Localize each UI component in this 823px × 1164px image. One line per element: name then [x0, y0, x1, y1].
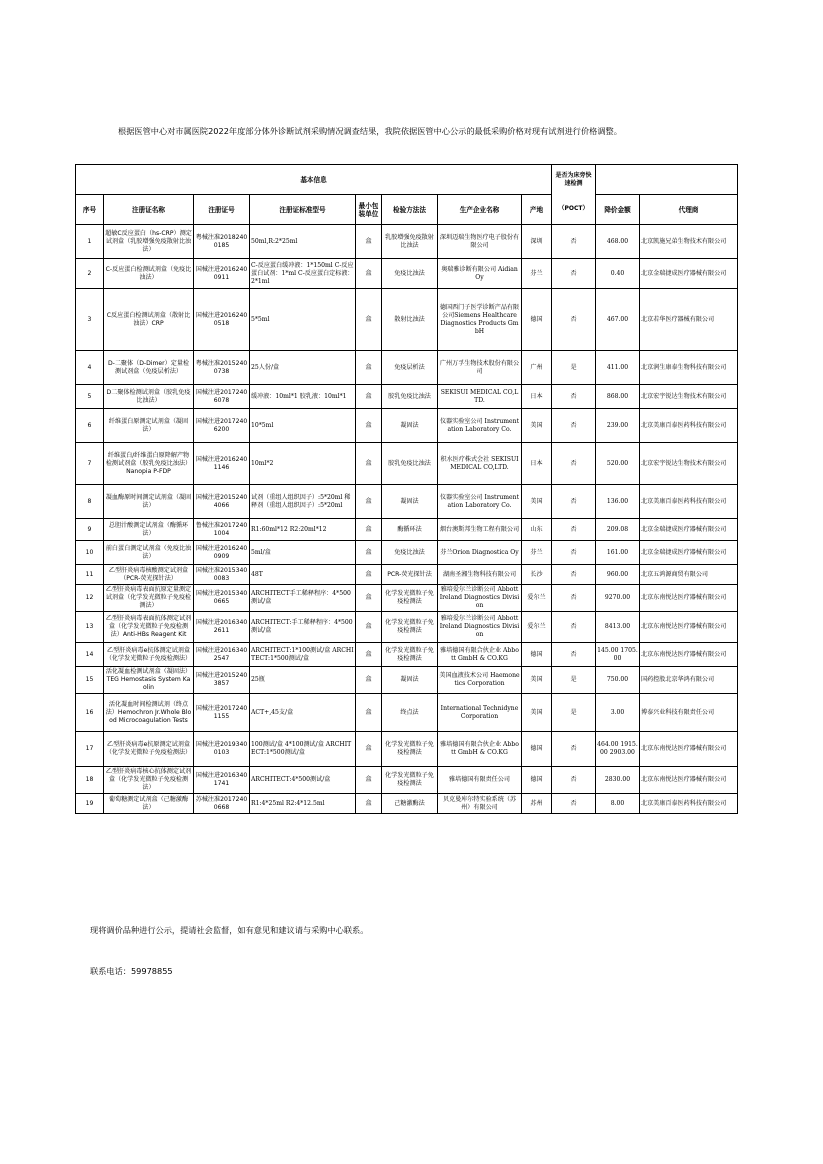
registration-name: 乙型肝炎病毒核心抗体测定试剂盒（化学发光微粒子免疫检测法） — [104, 767, 194, 794]
registration-number: 国械注进20162400911 — [194, 259, 250, 289]
poct-flag: 否 — [552, 289, 596, 351]
poct-flag: 是 — [552, 667, 596, 694]
row-number: 15 — [76, 667, 104, 694]
test-method: 化学发光微粒子免疫检测法 — [382, 767, 438, 794]
registration-number: 国械注进20193400103 — [194, 732, 250, 767]
origin: 德国 — [522, 289, 552, 351]
table-row — [76, 565, 738, 585]
poct-flag: 否 — [552, 565, 596, 585]
test-method: 化学发光微粒子免疫检测法 — [382, 612, 438, 643]
reduced-price: 960.00 — [596, 565, 640, 585]
reduced-price: 411.00 — [596, 351, 640, 385]
package-unit: 盒 — [356, 541, 382, 565]
test-method: 凝固法 — [382, 409, 438, 443]
poct-flag: 否 — [552, 767, 596, 794]
table-row — [76, 225, 738, 259]
row-number: 7 — [76, 443, 104, 485]
poct-flag: 否 — [552, 485, 596, 519]
row-number: 1 — [76, 225, 104, 259]
row-number: 10 — [76, 541, 104, 565]
registration-number: 国械注进20172401155 — [194, 694, 250, 732]
reduced-price: 8.00 — [596, 794, 640, 814]
registration-number: 苏械注准20172400668 — [194, 794, 250, 814]
agent: 北京宏宇锐达生物技术有限公司 — [640, 443, 738, 485]
manufacturer: 仪器实验室公司 Instrumentation Laboratory Co. — [438, 485, 522, 519]
registration-number: 国械注进20162400909 — [194, 541, 250, 565]
origin: 德国 — [522, 767, 552, 794]
registration-number: 国械注进20163401741 — [194, 767, 250, 794]
row-number: 5 — [76, 385, 104, 409]
registration-number: 国械注进20152404066 — [194, 485, 250, 519]
reduced-price: 145.00 1705.00 — [596, 643, 640, 667]
table-row — [76, 732, 738, 767]
agent: 北京润生康泰生物科技有限公司 — [640, 351, 738, 385]
table-row — [76, 259, 738, 289]
footer-contact: 联系电话：59978855 — [90, 966, 173, 976]
table-row — [76, 694, 738, 732]
footer-notice: 现将调价品种进行公示，提请社会监督，如有意见和建议请与采购中心联系。 — [90, 925, 369, 935]
poct-flag: 否 — [552, 259, 596, 289]
registration-number: 国械注进20172406200 — [194, 409, 250, 443]
poct-flag: 否 — [552, 732, 596, 767]
row-number: 3 — [76, 289, 104, 351]
test-method: 终点法 — [382, 694, 438, 732]
standard-model: 试剂（重组人组织因子）:5*20ml 稀释剂（重组人组织因子）:5*20ml — [250, 485, 356, 519]
row-number: 11 — [76, 565, 104, 585]
test-method: PCR-荧光探针法 — [382, 565, 438, 585]
table-row — [76, 409, 738, 443]
test-method: 凝固法 — [382, 667, 438, 694]
manufacturer: International Technidyne Corporation — [438, 694, 522, 732]
row-number: 13 — [76, 612, 104, 643]
test-method: 化学发光微粒子免疫检测法 — [382, 732, 438, 767]
manufacturer: 烟台澳斯邦生物工程有限公司 — [438, 519, 522, 541]
registration-number: 国械注进20162401146 — [194, 443, 250, 485]
table-row — [76, 519, 738, 541]
origin: 爱尔兰 — [522, 585, 552, 612]
registration-name: C反应蛋白检测试剂盒（散射比浊法）CRP — [104, 289, 194, 351]
manufacturer: 奥瑞雅诊断有限公司 Aidian Oy — [438, 259, 522, 289]
standard-model: 25瓶 — [250, 667, 356, 694]
agent: 博泰兴业科技有限责任公司 — [640, 694, 738, 732]
manufacturer: 雅培德国有限责任公司 — [438, 767, 522, 794]
agent: 北京东南悦达医疗器械有限公司 — [640, 585, 738, 612]
table-row — [76, 794, 738, 814]
header-method: 检验方法法 — [382, 195, 438, 225]
header-maker: 生产企业名称 — [438, 195, 522, 225]
package-unit: 盒 — [356, 351, 382, 385]
row-number: 8 — [76, 485, 104, 519]
agent: 北京宏宇锐达生物技术有限公司 — [640, 385, 738, 409]
standard-model: ARCHITECT:1*100测试/盒 ARCHITECT:1*500测试/盒 — [250, 643, 356, 667]
test-method: 化学发光微粒子免疫检测法 — [382, 643, 438, 667]
manufacturer: 积水医疗株式会社 SEKISUI MEDICAL CO,LTD. — [438, 443, 522, 485]
reduced-price: 468.00 — [596, 225, 640, 259]
origin: 长沙 — [522, 565, 552, 585]
registration-number: 粤械注准20152400738 — [194, 351, 250, 385]
origin: 山东 — [522, 519, 552, 541]
poct-flag: 否 — [552, 225, 596, 259]
registration-name: D二聚体检测试剂盒（胶乳免疫比浊法） — [104, 385, 194, 409]
standard-model: ARCHITECT:4*500测试/盒 — [250, 767, 356, 794]
table-row — [76, 667, 738, 694]
reduced-price: 868.00 — [596, 385, 640, 409]
row-number: 18 — [76, 767, 104, 794]
test-method: 酶循环法 — [382, 519, 438, 541]
agent: 北京金瑞捷成医疗器械有限公司 — [640, 519, 738, 541]
header-unit: 最小包装单位 — [356, 195, 382, 225]
registration-name: 乙型肝炎病毒e抗原测定试剂盒（化学发光微粒子免疫检测法） — [104, 732, 194, 767]
registration-name: 乙型肝炎病毒表面抗体测定试剂盒（化学发光微粒子免疫检测法）Anti-HBs Reagent Kit — [104, 612, 194, 643]
manufacturer: 雅培德国有限合伙企业 Abbott GmbH & CO.KG — [438, 732, 522, 767]
row-number: 4 — [76, 351, 104, 385]
registration-name: 葡萄糖测定试剂盒（己糖激酶法） — [104, 794, 194, 814]
reduced-price: 467.00 — [596, 289, 640, 351]
standard-model: 10ml*2 — [250, 443, 356, 485]
package-unit: 盒 — [356, 225, 382, 259]
registration-name: 总胆汁酸测定试剂盒（酶循环法） — [104, 519, 194, 541]
manufacturer: 湖南圣湘生物科技有限公司 — [438, 565, 522, 585]
standard-model: ACT+,45支/盒 — [250, 694, 356, 732]
reduced-price: 2830.00 — [596, 767, 640, 794]
agent: 北京若华医疗器械有限公司 — [640, 289, 738, 351]
test-method: 免疫比浊法 — [382, 259, 438, 289]
package-unit: 盒 — [356, 767, 382, 794]
registration-number: 国械注进20172406078 — [194, 385, 250, 409]
origin: 苏州 — [522, 794, 552, 814]
registration-name: 纤维蛋白原测定试剂盒（凝固法） — [104, 409, 194, 443]
test-method: 己糖激酶法 — [382, 794, 438, 814]
registration-number: 鲁械注准20172401004 — [194, 519, 250, 541]
header-name: 注册证名称 — [104, 195, 194, 225]
agent: 北京五鸿源商贸有限公司 — [640, 565, 738, 585]
registration-number: 粤械注准20182400185 — [194, 225, 250, 259]
manufacturer: 美国血液技术公司 Haemonetics Corporation — [438, 667, 522, 694]
header-spacer: 是否为床旁快速检测 — [552, 165, 596, 195]
standard-model: 5*5ml — [250, 289, 356, 351]
package-unit: 盒 — [356, 385, 382, 409]
reduced-price: 161.00 — [596, 541, 640, 565]
table-row — [76, 351, 738, 385]
package-unit: 盒 — [356, 259, 382, 289]
standard-model: 100测试/盒 4*100测试/盒 ARCHITECT:1*500测试/盒 — [250, 732, 356, 767]
agent: 北京东南悦达医疗器械有限公司 — [640, 643, 738, 667]
origin: 美国 — [522, 667, 552, 694]
table-row — [76, 541, 738, 565]
poct-flag: 是 — [552, 694, 596, 732]
standard-model: ARCHITECT:手工稀释程序：4*500测试/盒 — [250, 612, 356, 643]
origin: 芬兰 — [522, 259, 552, 289]
registration-name: 超敏C反应蛋白（hs-CRP）测定试剂盒（乳胶增强免疫散射比浊法） — [104, 225, 194, 259]
test-method: 凝固法 — [382, 485, 438, 519]
table-row — [76, 767, 738, 794]
registration-name: 乙型肝炎病毒e抗体测定试剂盒（化学发光微粒子免疫检测法） — [104, 643, 194, 667]
reduced-price: 8413.00 — [596, 612, 640, 643]
poct-flag: 是 — [552, 351, 596, 385]
package-unit: 盒 — [356, 643, 382, 667]
row-number: 9 — [76, 519, 104, 541]
package-unit: 盒 — [356, 443, 382, 485]
standard-model: ARCHITECT手工稀释程序：4*500测试/盒 — [250, 585, 356, 612]
row-number: 16 — [76, 694, 104, 732]
package-unit: 盒 — [356, 289, 382, 351]
origin: 爱尔兰 — [522, 612, 552, 643]
reduced-price: 520.00 — [596, 443, 640, 485]
test-method: 免疫比浊法 — [382, 541, 438, 565]
reduced-price: 3.00 — [596, 694, 640, 732]
poct-flag: 否 — [552, 585, 596, 612]
standard-model: C-反应蛋白缓冲液：1*150ml C-反应蛋白试剂：1*ml C-反应蛋白定标液：2*1ml — [250, 259, 356, 289]
agent: 北京凯施兄弟生物技术有限公司 — [640, 225, 738, 259]
package-unit: 盒 — [356, 519, 382, 541]
origin: 美国 — [522, 485, 552, 519]
header-no: 序号 — [76, 195, 104, 225]
package-unit: 盒 — [356, 585, 382, 612]
origin: 德国 — [522, 643, 552, 667]
header-spacer — [596, 165, 738, 195]
row-number: 17 — [76, 732, 104, 767]
package-unit: 盒 — [356, 732, 382, 767]
package-unit: 盒 — [356, 694, 382, 732]
test-method: 乳胶增强免疫散射比浊法 — [382, 225, 438, 259]
agent: 北京美康百泰医药科技有限公司 — [640, 794, 738, 814]
package-unit: 盒 — [356, 485, 382, 519]
table-row — [76, 585, 738, 612]
row-number: 6 — [76, 409, 104, 443]
registration-name: 活化凝血检测试剂盒（凝固法）TEG Hemostasis System Kaolin — [104, 667, 194, 694]
manufacturer: 芬兰Orion Diagnostica Oy — [438, 541, 522, 565]
row-number: 2 — [76, 259, 104, 289]
intro-paragraph: 根据医管中心对市属医院2022年度部分体外诊断试剂采购情况调查结果，我院依据医管中心公示的最低采购价格对现有试剂进行价格调整。 — [118, 126, 622, 136]
agent: 北京东南悦达医疗器械有限公司 — [640, 612, 738, 643]
row-number: 12 — [76, 585, 104, 612]
package-unit: 盒 — [356, 612, 382, 643]
price-adjustment-table — [75, 164, 738, 814]
agent: 北京东南悦达医疗器械有限公司 — [640, 732, 738, 767]
poct-flag: 否 — [552, 541, 596, 565]
header-price: 降价金额 — [596, 195, 640, 225]
registration-number: 国械注进20163402547 — [194, 643, 250, 667]
reduced-price: 9270.00 — [596, 585, 640, 612]
standard-model: 5ml/盒 — [250, 541, 356, 565]
poct-flag: 否 — [552, 643, 596, 667]
poct-flag: 否 — [552, 519, 596, 541]
manufacturer: 深圳迈瑞生物医疗电子股份有限公司 — [438, 225, 522, 259]
registration-name: D-二聚体（D-Dimer）定量检测试剂盒（免疫层析法） — [104, 351, 194, 385]
origin: 美国 — [522, 409, 552, 443]
row-number: 19 — [76, 794, 104, 814]
poct-flag: 否 — [552, 443, 596, 485]
test-method: 胶乳免疫比浊法 — [382, 385, 438, 409]
test-method: 散射比浊法 — [382, 289, 438, 351]
registration-name: 前白蛋白测定试剂盒（免疫比浊法） — [104, 541, 194, 565]
standard-model: 缓冲液：10ml*1 胶乳液：10ml*1 — [250, 385, 356, 409]
table-row — [76, 643, 738, 667]
reduced-price: 750.00 — [596, 667, 640, 694]
registration-name: 纤维蛋白/纤维蛋白原降解产物检测试剂盒（胶乳免疫比浊法）Nanopia P-FDP — [104, 443, 194, 485]
standard-model: R1:4*25ml R2:4*12.5ml — [250, 794, 356, 814]
registration-number: 国械注准20153400083 — [194, 565, 250, 585]
registration-number: 国械注进20162400518 — [194, 289, 250, 351]
column-header-row — [76, 195, 738, 225]
registration-number: 国械注进20163402611 — [194, 612, 250, 643]
package-unit: 盒 — [356, 409, 382, 443]
agent: 北京美康百泰医药科技有限公司 — [640, 485, 738, 519]
table-body — [76, 225, 738, 814]
origin: 日本 — [522, 385, 552, 409]
package-unit: 盒 — [356, 667, 382, 694]
agent: 国药控股北京华鸿有限公司 — [640, 667, 738, 694]
poct-flag: 否 — [552, 794, 596, 814]
test-method: 化学发光微粒子免疫检测法 — [382, 585, 438, 612]
table-row — [76, 385, 738, 409]
origin: 德国 — [522, 732, 552, 767]
manufacturer: 德国西门子医学诊断产品有限公司Siemens Healthcare Diagnostics Products GmbH — [438, 289, 522, 351]
registration-name: C-反应蛋白检测试剂盒（免疫比浊法） — [104, 259, 194, 289]
standard-model: 25人份/盒 — [250, 351, 356, 385]
table-row — [76, 443, 738, 485]
poct-flag: 否 — [552, 385, 596, 409]
agent: 北京美康百泰医药科技有限公司 — [640, 409, 738, 443]
registration-number: 国械注进20153400665 — [194, 585, 250, 612]
test-method: 免疫层析法 — [382, 351, 438, 385]
manufacturer: 雅培德国有限合伙企业 Abbott GmbH & CO.KG — [438, 643, 522, 667]
registration-name: 乙型肝炎病毒核酸测定试剂盒（PCR-荧光探针法） — [104, 565, 194, 585]
manufacturer: 贝克曼库尔特实验系统（苏州）有限公司 — [438, 794, 522, 814]
reduced-price: 209.08 — [596, 519, 640, 541]
table-row — [76, 289, 738, 351]
header-reg: 注册证号 — [194, 195, 250, 225]
manufacturer: SEKISUI MEDICAL CO,LTD. — [438, 385, 522, 409]
registration-number: 国械注进20152403857 — [194, 667, 250, 694]
registration-name: 凝血酶原时间测定试剂盒（凝固法） — [104, 485, 194, 519]
origin: 芬兰 — [522, 541, 552, 565]
poct-flag: 否 — [552, 409, 596, 443]
standard-model: 50ml,R:2*25ml — [250, 225, 356, 259]
manufacturer: 雅培爱尔兰诊断公司 Abbott Ireland Diagnostics Division — [438, 585, 522, 612]
table-row — [76, 485, 738, 519]
poct-flag: 否 — [552, 612, 596, 643]
registration-name: 乙型肝炎病毒表面抗原定量测定试剂盒（化学发光微粒子免疫检测法） — [104, 585, 194, 612]
test-method: 胶乳免疫比浊法 — [382, 443, 438, 485]
reduced-price: 239.00 — [596, 409, 640, 443]
header-poct: （POCT） — [552, 195, 596, 225]
group-header: 基本信息 — [76, 165, 552, 195]
agent: 北京金瑞捷成医疗器械有限公司 — [640, 541, 738, 565]
header-agent: 代理商 — [640, 195, 738, 225]
origin: 深圳 — [522, 225, 552, 259]
manufacturer: 仪器实验室公司 Instrumentation Laboratory Co. — [438, 409, 522, 443]
manufacturer: 广州万孚生物技术股份有限公司 — [438, 351, 522, 385]
package-unit: 盒 — [356, 794, 382, 814]
origin: 广州 — [522, 351, 552, 385]
header-model: 注册证标准型号 — [250, 195, 356, 225]
agent: 北京金瑞捷成医疗器械有限公司 — [640, 259, 738, 289]
reduced-price: 0.40 — [596, 259, 640, 289]
manufacturer: 雅培爱尔兰诊断公司 Abbott Ireland Diagnostics Division — [438, 612, 522, 643]
origin: 美国 — [522, 694, 552, 732]
standard-model: 10*5ml — [250, 409, 356, 443]
reduced-price: 136.00 — [596, 485, 640, 519]
standard-model: 48T — [250, 565, 356, 585]
registration-name: 活化凝血时间检测试剂（终点法）Hemochron Jr.Whole Blood Microcoagulation Tests — [104, 694, 194, 732]
package-unit: 盒 — [356, 565, 382, 585]
standard-model: R1:60ml*12 R2:20ml*12 — [250, 519, 356, 541]
origin: 日本 — [522, 443, 552, 485]
row-number: 14 — [76, 643, 104, 667]
header-origin: 产地 — [522, 195, 552, 225]
table-row — [76, 612, 738, 643]
agent: 北京东南悦达医疗器械有限公司 — [640, 767, 738, 794]
reduced-price: 464.00 1915.00 2903.00 — [596, 732, 640, 767]
